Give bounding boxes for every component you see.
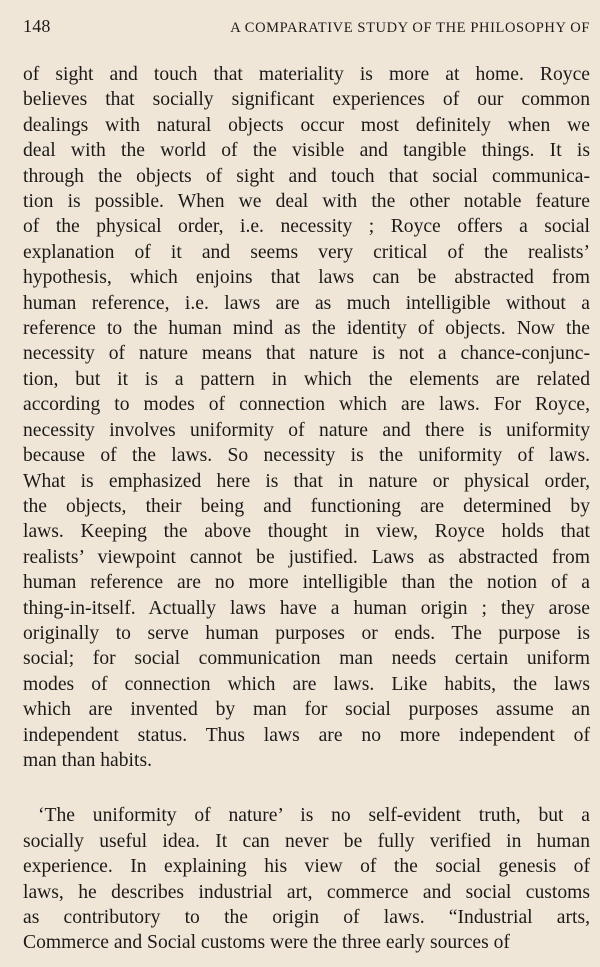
page-number: 148 xyxy=(23,16,51,36)
text-line: laws, he describes industrial art, commerce and social customs xyxy=(23,881,590,903)
text-line: hypothesis, which enjoins that laws can be abstracted from xyxy=(23,267,590,289)
text-line: of sight and touch that materiality is more at home. Royce xyxy=(23,64,590,85)
text-line: as contributory to the origin of laws. “Industrial arts, xyxy=(23,907,590,928)
text-line: reference to the human mind as the identity of objects. Now the xyxy=(23,318,590,340)
paragraph-1 xyxy=(23,62,590,773)
text-line: explanation of it and seems very critical of the realists’ xyxy=(23,241,590,263)
running-title: A COMPARATIVE STUDY OF THE PHILOSOPHY OF xyxy=(230,20,590,36)
text-line: modes of connection which are laws. Like habits, the laws xyxy=(23,673,590,695)
text-line: originally to serve human purposes or ends. The purpose is xyxy=(23,622,590,644)
text-line: the objects, their being and functioning are determined by xyxy=(23,495,590,517)
text-line: man than habits. xyxy=(23,749,152,771)
text-line: of the physical order, i.e. necessity ; Royce offers a social xyxy=(23,216,590,238)
text-line: realists’ viewpoint cannot be justified. Laws as abstracted from xyxy=(23,546,590,568)
text-line: dealings with natural objects occur most definitely when we xyxy=(23,114,590,136)
text-line: human reference are no more intelligible than the notion of a xyxy=(23,572,590,594)
text-line: because of the laws. So necessity is the uniformity of laws. xyxy=(23,445,590,467)
text-line: ‘The uniformity of nature’ is no self-evident truth, but a xyxy=(38,805,590,827)
text-line: tion is possible. When we deal with the other notable feature xyxy=(23,191,590,213)
running-header xyxy=(23,16,590,46)
text-line: according to modes of connection which are laws. For Royce, xyxy=(23,394,590,416)
text-line: through the objects of sight and touch that social communica- xyxy=(23,165,590,187)
text-line: tion, but it is a pattern in which the elements are related xyxy=(23,368,590,390)
text-line: necessity of nature means that nature is not a chance-conjunc- xyxy=(23,343,590,365)
text-line: What is emphasized here is that in nature or physical order, xyxy=(23,470,590,492)
body-text xyxy=(23,62,590,956)
text-line: social; for social communication man needs certain uniform xyxy=(23,648,590,670)
text-line: human reference, i.e. laws are as much intelligible without a xyxy=(23,292,590,314)
text-line: experience. In explaining his view of the social genesis of xyxy=(23,856,590,878)
text-line: independent status. Thus laws are no more independent of xyxy=(23,724,590,746)
paragraph-2 xyxy=(23,803,590,955)
text-line: necessity involves uniformity of nature and there is uniformity xyxy=(23,419,590,441)
text-line: Commerce and Social customs were the three early sources of xyxy=(23,932,510,954)
text-line: which are invented by man for social purposes assume an xyxy=(23,699,590,721)
text-line: socially useful idea. It can never be fully verified in human xyxy=(23,830,590,852)
text-line: laws. Keeping the above thought in view, Royce holds that xyxy=(23,521,590,543)
text-line: believes that socially significant experiences of our common xyxy=(23,89,590,111)
paragraph-gap xyxy=(23,773,590,803)
text-line: thing-in-itself. Actually laws have a human origin ; they arose xyxy=(23,597,590,619)
text-line: deal with the world of the visible and tangible things. It is xyxy=(23,140,590,162)
